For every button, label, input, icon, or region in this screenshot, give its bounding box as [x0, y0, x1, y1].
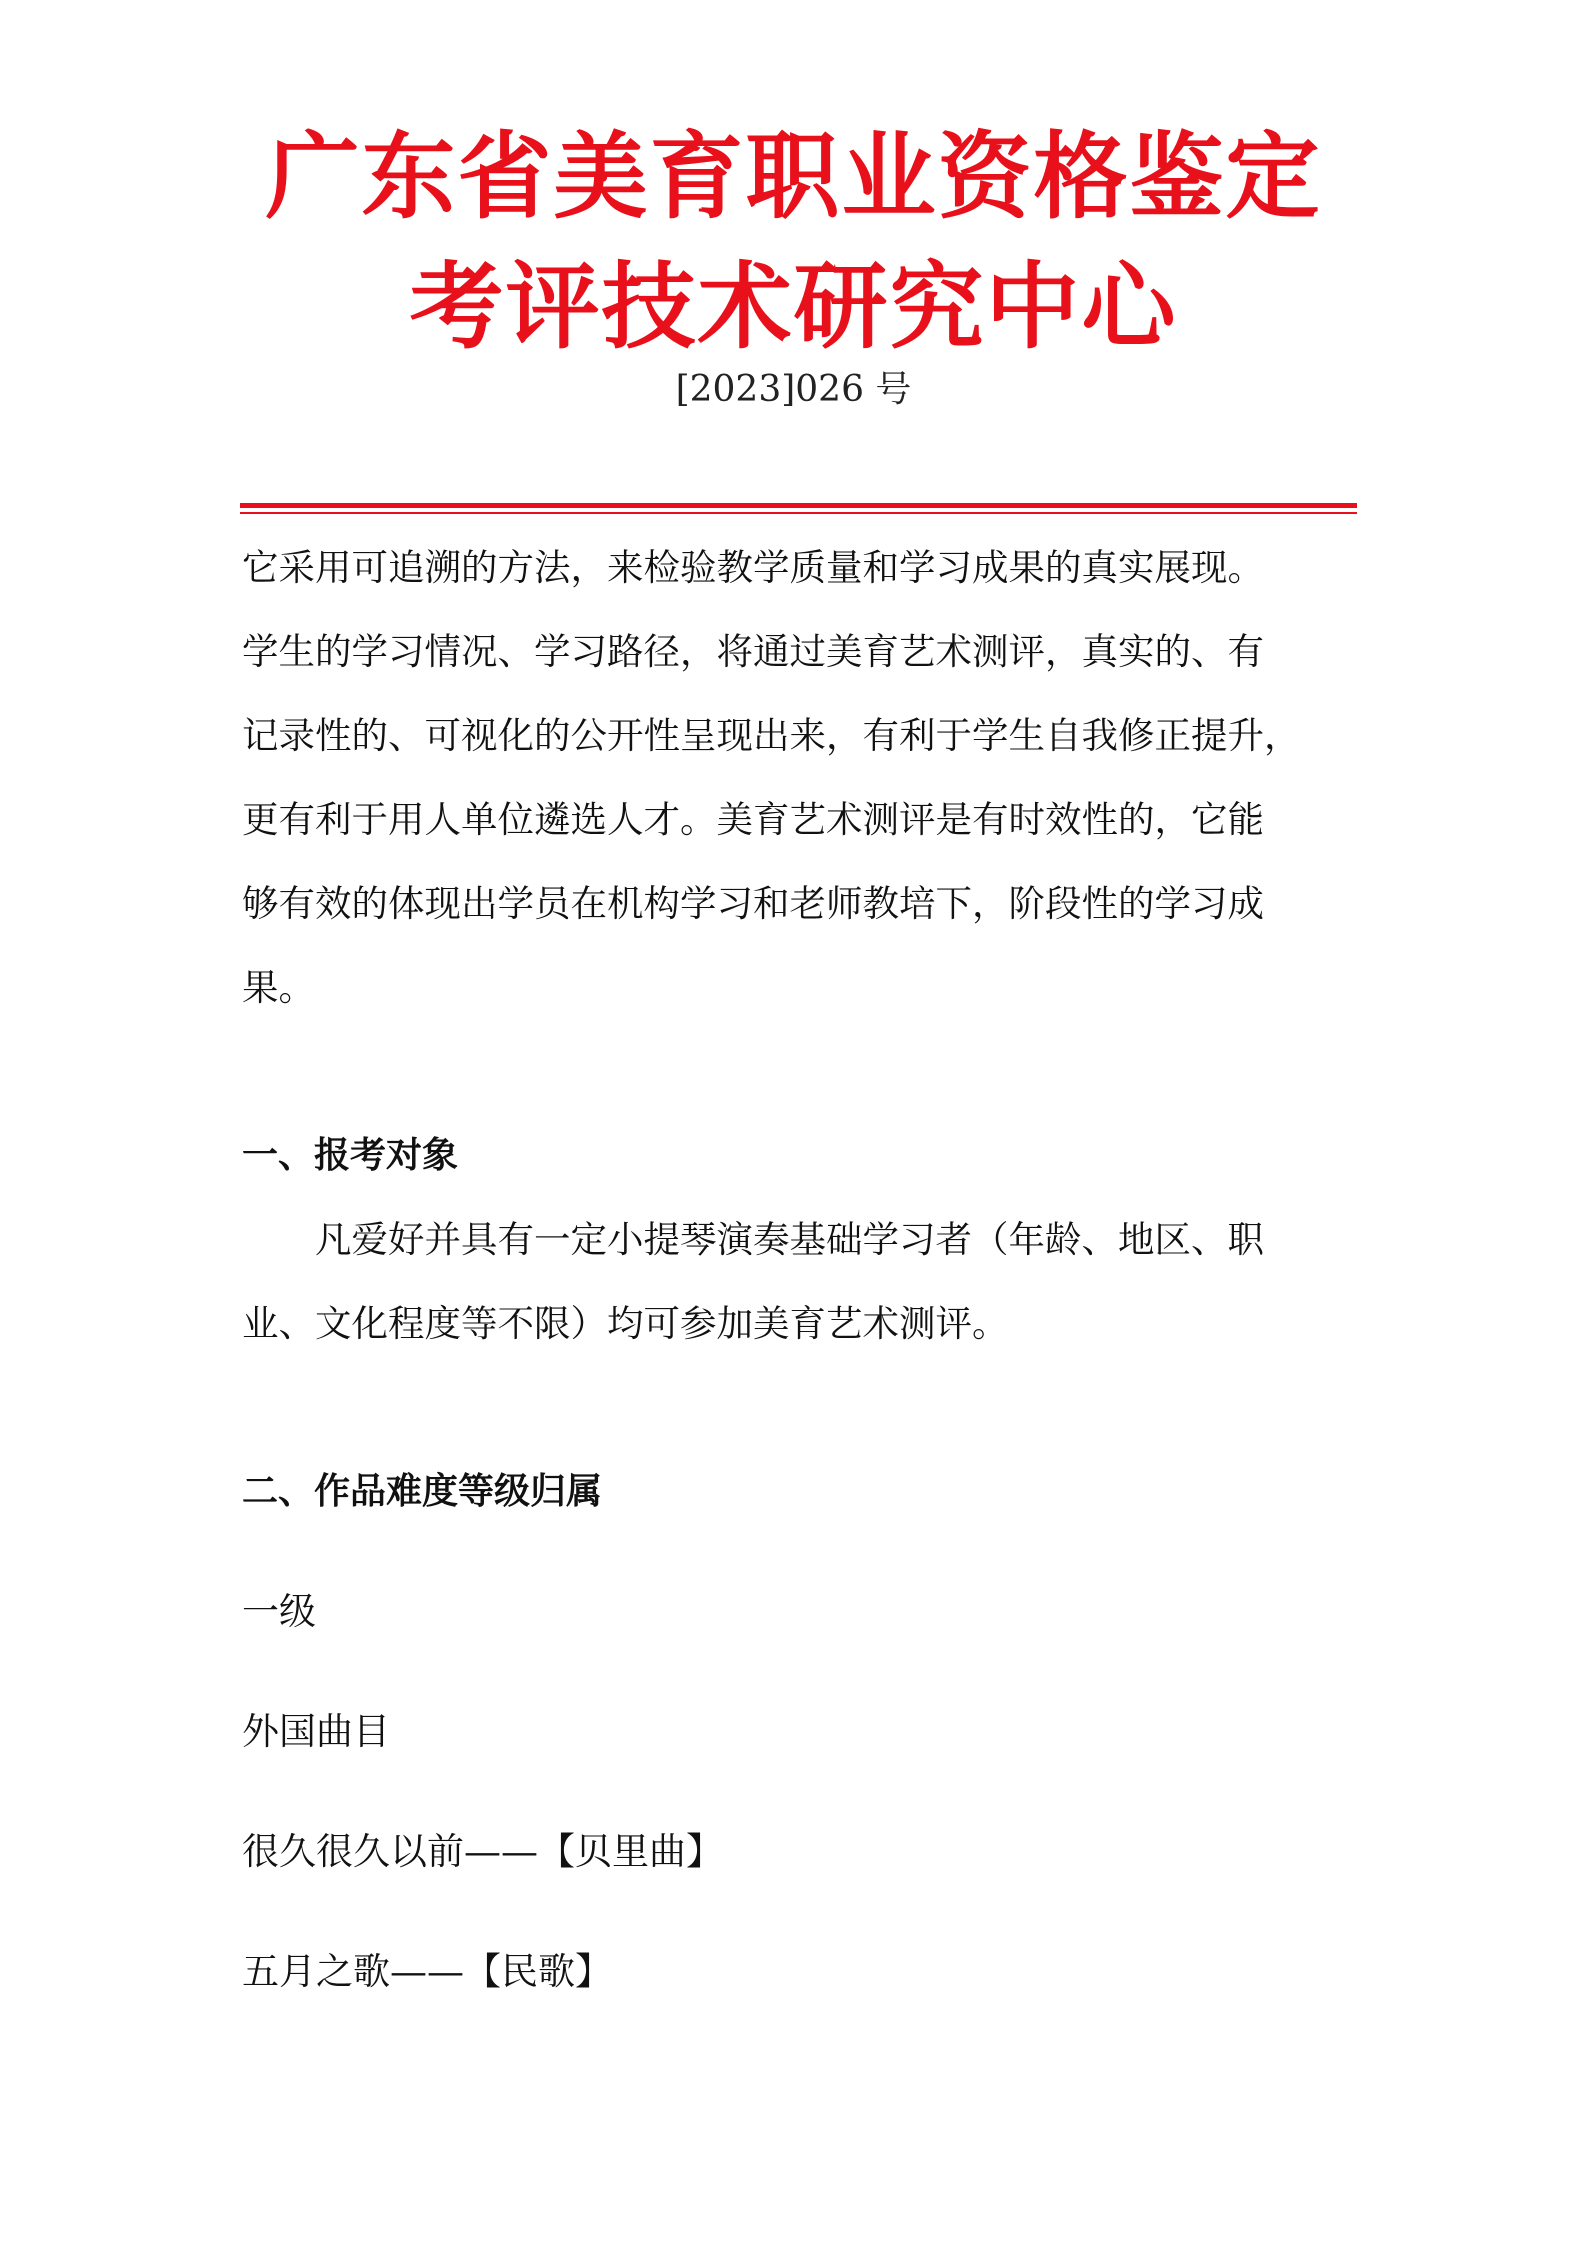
level-label: 一级 [242, 1590, 316, 1633]
intro-line: 它采用可追溯的方法，来检验教学质量和学习成果的真实展现。 [242, 546, 1264, 589]
document-number: [2023]026 号 [675, 369, 912, 410]
repertoire-piece: 五月之歌——【民歌】 [242, 1950, 612, 1993]
intro-line: 学生的学习情况、学习路径，将通过美育艺术测评，真实的、有 [242, 630, 1264, 673]
spacer [242, 1366, 1358, 1450]
section-heading-difficulty: 二、作品难度等级归属 [242, 1471, 603, 1512]
intro-line: 更有利于用人单位遴选人才。美育艺术测评是有时效性的，它能 [242, 798, 1264, 841]
intro-line: 记录性的、可视化的公开性呈现出来，有利于学生自我修正提升， [242, 714, 1301, 757]
applicants-line: 凡爱好并具有一定小提琴演奏基础学习者（年龄、地区、职 [315, 1218, 1264, 1261]
intro-line: 够有效的体现出学员在机构学习和老师教培下，阶段性的学习成 [242, 882, 1264, 925]
repertoire-category: 外国曲目 [242, 1710, 390, 1753]
spacer [242, 1654, 1358, 1690]
header-divider-thin [240, 512, 1357, 514]
header-divider-thick [240, 503, 1357, 508]
document-title-line-1: 广东省美育职业资格鉴定 [265, 123, 1322, 232]
intro-line: 果。 [242, 966, 315, 1009]
section-heading-applicants: 一、报考对象 [242, 1135, 459, 1176]
spacer [242, 1894, 1358, 1930]
intro-paragraph [242, 526, 1358, 1030]
document-title-line-2: 考评技术研究中心 [409, 253, 1178, 362]
spacer [242, 1534, 1358, 1570]
spacer [242, 1774, 1358, 1810]
document-body [242, 526, 1358, 2014]
spacer [242, 1030, 1358, 1114]
applicants-paragraph [242, 1198, 1358, 1366]
repertoire-piece: 很久很久以前——【贝里曲】 [242, 1830, 723, 1873]
applicants-line: 业、文化程度等不限）均可参加美育艺术测评。 [242, 1302, 1009, 1345]
